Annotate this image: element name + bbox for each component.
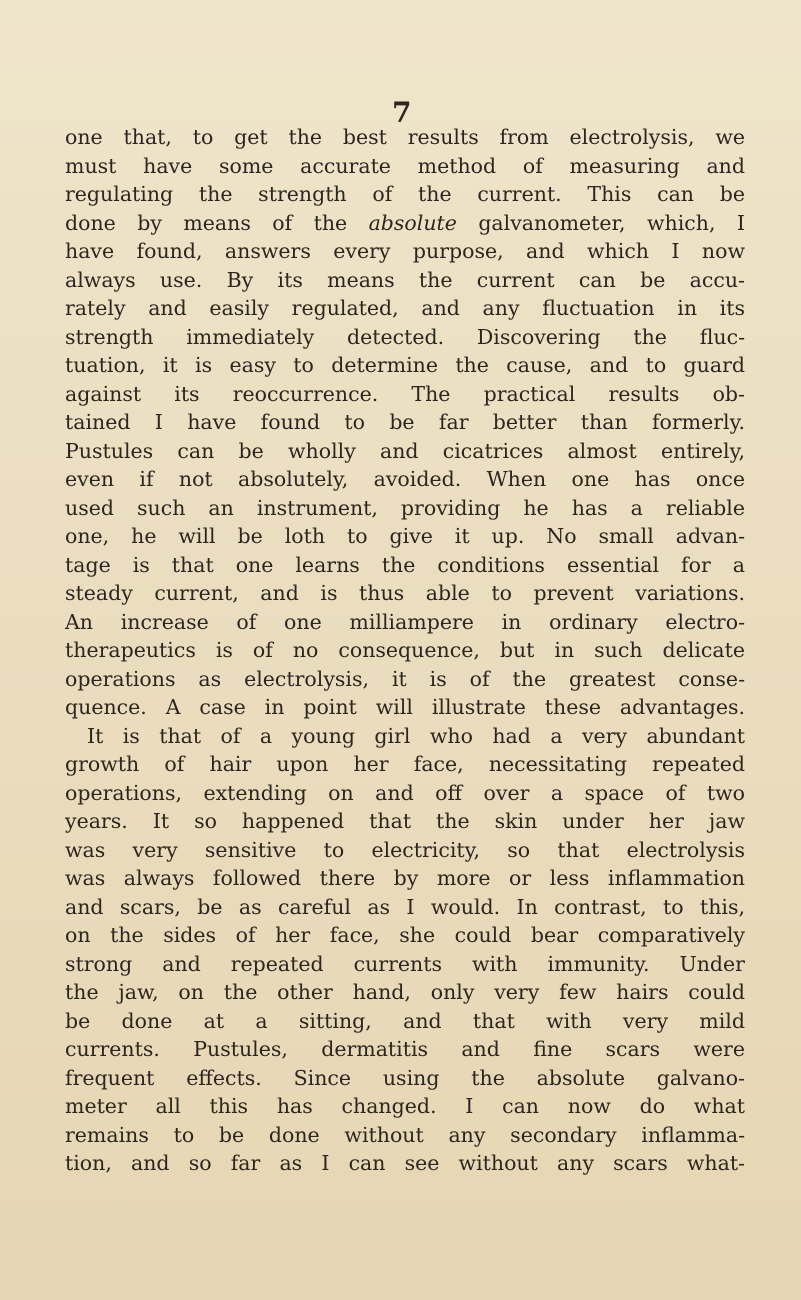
text-line-paragraph-start: It is that of a young girl who had a very abundant (87, 723, 745, 748)
text-line: An increase of one milliampere in ordinary electro- (65, 609, 745, 634)
body-text (65, 123, 745, 1178)
text-line: one that, to get the best results from electrolysis, we (65, 125, 745, 149)
text-line: meter all this has changed. I can now do what (65, 1094, 745, 1118)
text-line-with-italic (65, 209, 745, 238)
text-line: rately and easily regulated, and any fluctuation in its (65, 296, 745, 320)
text-line: therapeutics is of no consequence, but in such delicate (65, 638, 745, 662)
text-line: currents. Pustules, dermatitis and fine scars were (65, 1037, 745, 1061)
text-line: against its reoccurrence. The practical results ob- (65, 381, 745, 406)
text-line: one, he will be loth to give it up. No small advan- (65, 524, 745, 548)
text-line: tage is that one learns the conditions essential for a (65, 552, 745, 577)
text-line: remains to be done without any secondary inflamma- (65, 1122, 745, 1147)
text-line: was always followed there by more or less inflammation (65, 866, 745, 890)
text-line: have found, answers every purpose, and which I now (65, 239, 745, 263)
text-line: must have some accurate method of measuring and (65, 153, 745, 178)
text-line: strength immediately detected. Discovering the fluc- (65, 324, 745, 349)
text-line: Pustules can be wholly and cicatrices almost entirely, (65, 438, 745, 463)
text-line: tained I have found to be far better than formerly. (65, 410, 745, 434)
text-line: operations as electrolysis, it is of the greatest conse- (65, 666, 745, 691)
text-line: frequent effects. Since using the absolute galvano- (65, 1065, 745, 1090)
text-line: steady current, and is thus able to prevent variations. (65, 581, 745, 605)
text-line: strong and repeated currents with immunity. Under (65, 951, 745, 976)
text-line: tion, and so far as I can see without any scars what- (65, 1151, 745, 1175)
italic-word: absolute (368, 210, 457, 235)
text-segment: done by means of the (65, 210, 369, 235)
text-line: be done at a sitting, and that with very mild (65, 1008, 745, 1033)
text-line: even if not absolutely, avoided. When one has once (65, 467, 745, 491)
text-segment: galvanometer, which, I (456, 210, 745, 235)
text-line: tuation, it is easy to determine the cause, and to guard (65, 353, 745, 377)
text-line: always use. By its means the current can be accu- (65, 267, 745, 292)
text-line: quence. A case in point will illustrate these advantages. (65, 695, 745, 719)
text-line: operations, extending on and off over a space of two (65, 780, 745, 805)
text-line: the jaw, on the other hand, only very few hairs could (65, 980, 745, 1004)
text-line: regulating the strength of the current. This can be (65, 182, 745, 206)
text-line: growth of hair upon her face, necessitating repeated (65, 752, 745, 776)
text-line: and scars, be as careful as I would. In contrast, to this, (65, 894, 745, 919)
text-line: on the sides of her face, she could bear comparatively (65, 923, 745, 947)
text-line: used such an instrument, providing he has a reliable (65, 495, 745, 520)
text-line: was very sensitive to electricity, so that electrolysis (65, 837, 745, 862)
text-line: years. It so happened that the skin under her jaw (65, 809, 745, 833)
page-number: 7 (392, 96, 412, 129)
